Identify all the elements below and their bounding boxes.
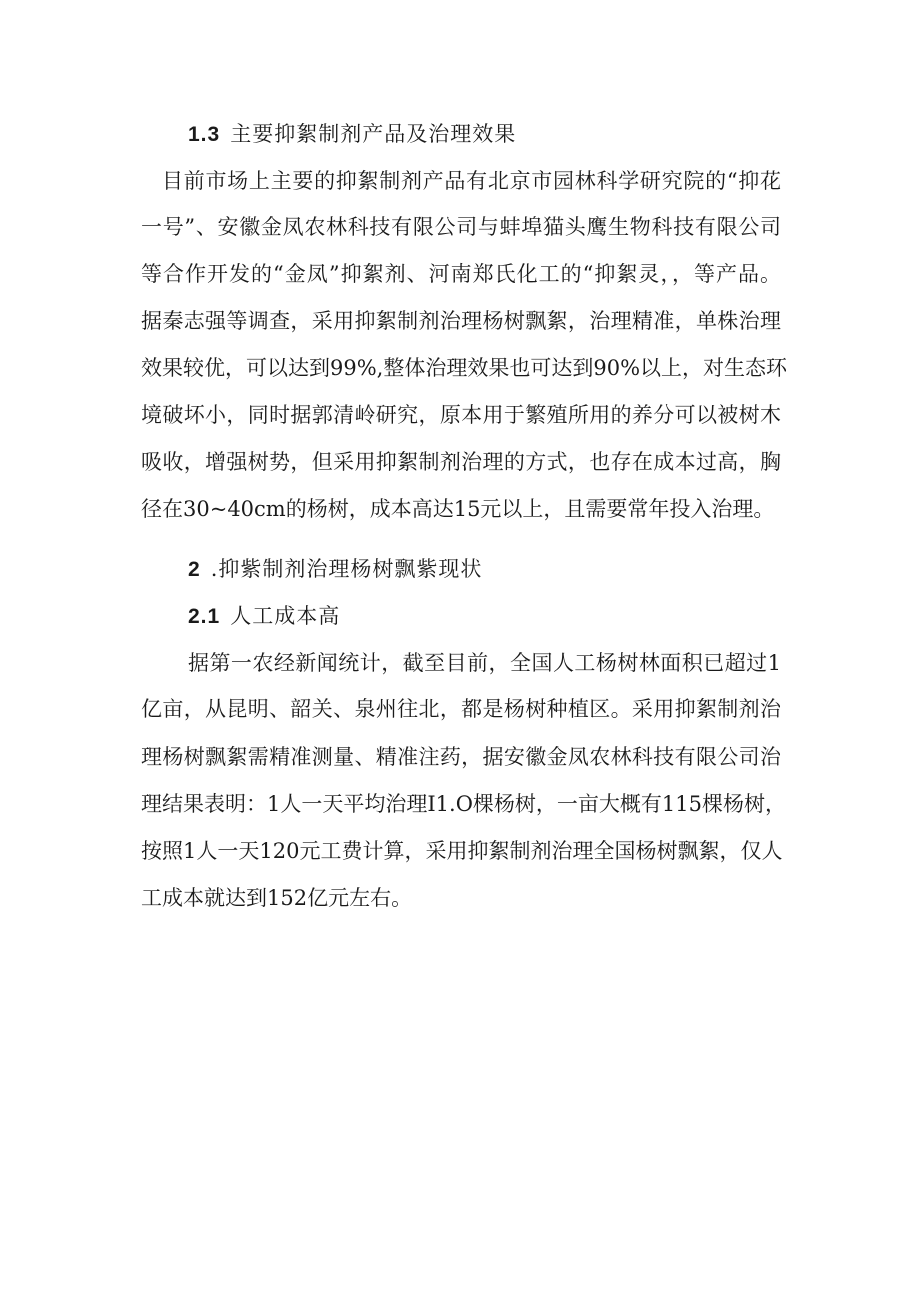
- paragraph-line: 据秦志强等调查，采用抑絮制剂治理杨树飘絮，治理精准，单株治理: [141, 309, 781, 333]
- paragraph-line: 吸收，增强树势，但采用抑絮制剂治理的方式，也存在成本过高，胸: [141, 450, 781, 474]
- section-1-3-heading: [188, 118, 516, 148]
- section-2-1-heading: [188, 600, 340, 630]
- paragraph-line: 境破坏小，同时据郭清岭研究，原本用于繁殖所用的养分可以被树木: [141, 403, 781, 427]
- section-2-heading: [188, 553, 482, 583]
- section-title: 人工成本高: [230, 604, 341, 628]
- paragraph-line: 按照1人一天120元工费计算，采用抑絮制剂治理全国杨树飘絮，仅人: [141, 839, 783, 863]
- paragraph-line: 一号”、安徽金凤农林科技有限公司与蚌埠猫头鹰生物科技有限公司: [141, 215, 781, 239]
- paragraph-line: 径在30~40cm的杨树，成本高达15元以上，且需要常年投入治理。: [141, 497, 775, 521]
- paragraph-line: 据第一农经新闻统计，截至目前，全国人工杨树林面积已超过1: [188, 651, 781, 675]
- paragraph-line: 理结果表明：1人一天平均治理I1.O棵杨树，一亩大概有115棵杨树，: [141, 792, 786, 816]
- paragraph-line: 目前市场上主要的抑絮制剂产品有北京市园林科学研究院的“抑花: [162, 169, 781, 193]
- section-number: 2: [188, 558, 201, 581]
- paragraph-line: 效果较优，可以达到99%,整体治理效果也可达到90%以上，对生态环: [141, 356, 788, 380]
- section-number: 1.3: [188, 123, 221, 146]
- paragraph-line: 等合作开发的“金凤”抑絮剂、河南郑氏化工的“抑絮灵，，等产品。: [141, 262, 781, 286]
- section-title: .抑紫制剂治理杨树飘紫现状: [210, 557, 483, 581]
- section-title: 主要抑絮制剂产品及治理效果: [230, 122, 517, 146]
- paragraph-line: 理杨树飘絮需精准测量、精准注药，据安徽金凤农林科技有限公司治: [141, 745, 781, 769]
- paragraph-line: 亿亩，从昆明、韶关、泉州往北，都是杨树种植区。采用抑絮制剂治: [141, 697, 781, 721]
- paragraph-line: 工成本就达到152亿元左右。: [141, 886, 413, 910]
- section-number: 2.1: [188, 605, 221, 628]
